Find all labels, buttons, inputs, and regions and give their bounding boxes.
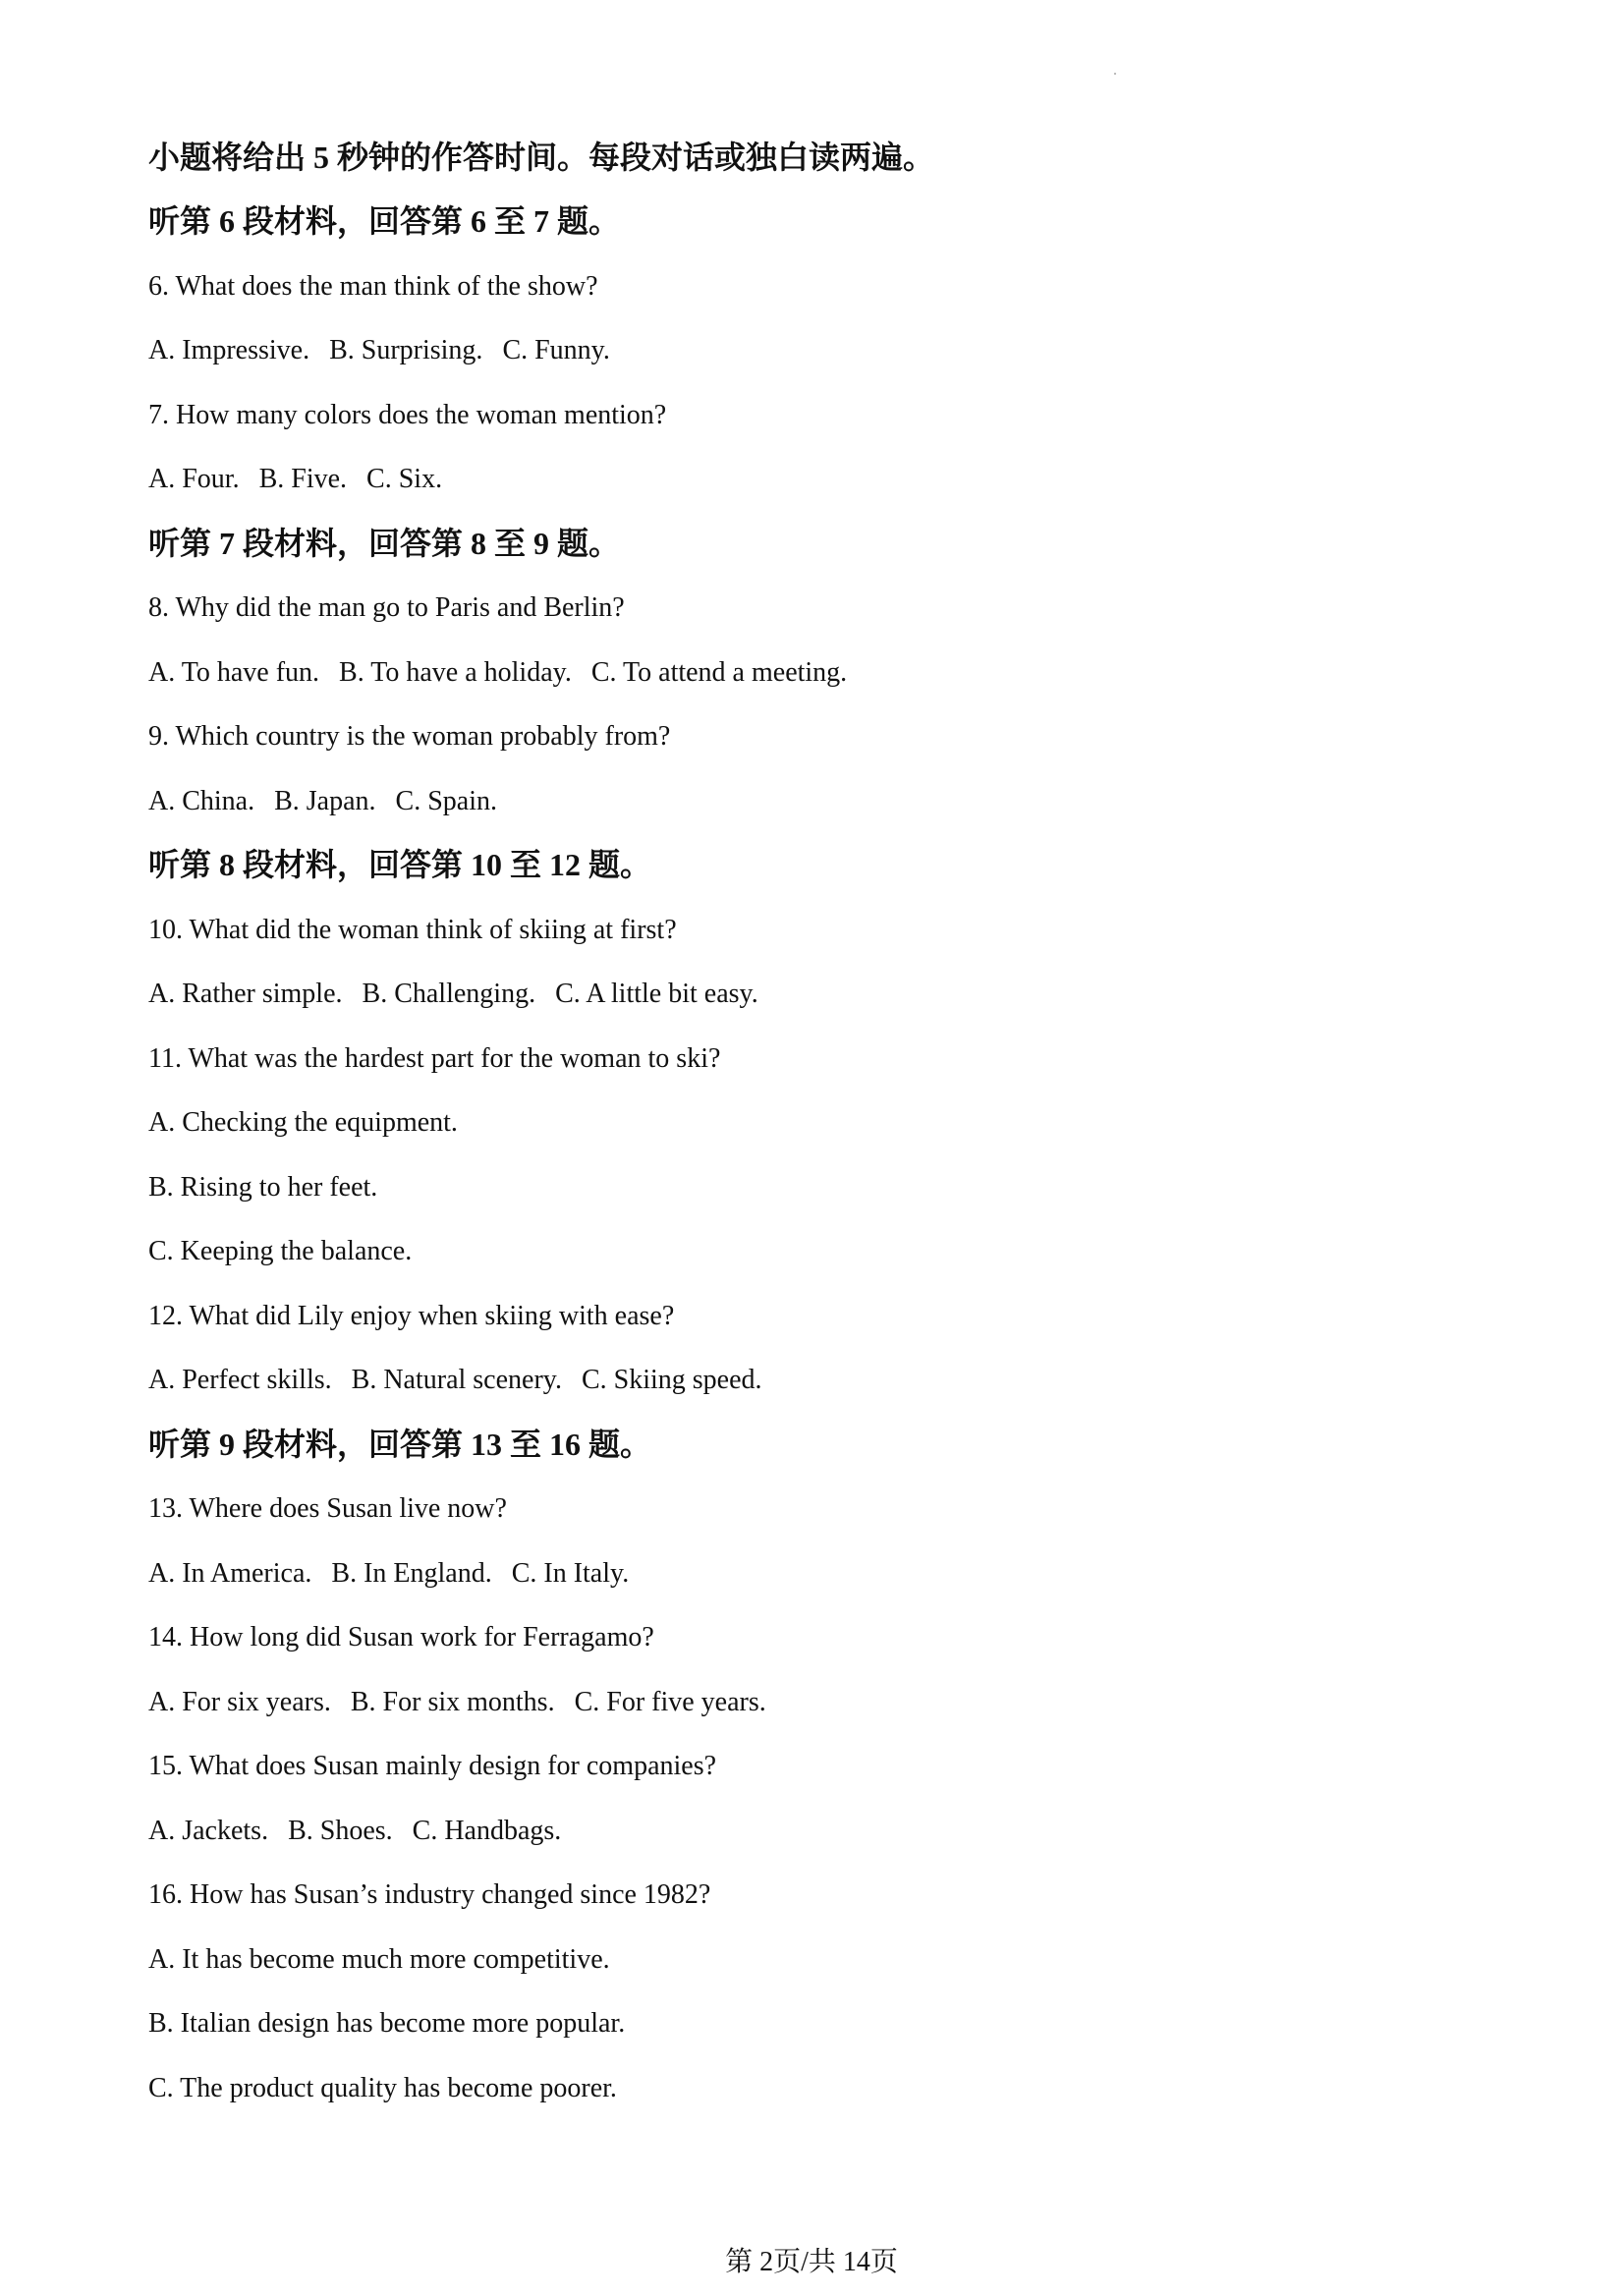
- option-b: B. For six months.: [350, 1687, 555, 1717]
- question-stem: 15. What does Susan mainly design for companies?: [148, 1751, 717, 1781]
- option-c: C. The product quality has become poorer.: [148, 2073, 617, 2103]
- option-a: A. For six years.: [148, 1687, 331, 1717]
- question-options: [148, 1361, 762, 1400]
- option-a: A. It has become much more competitive.: [148, 1944, 610, 1975]
- option-c: C. A little bit easy.: [555, 979, 758, 1009]
- option-a: A. To have fun.: [148, 657, 320, 688]
- question-stem: 16. How has Susan’s industry changed since 1982?: [148, 1879, 711, 1910]
- option-c: C. Handbags.: [412, 1816, 562, 1846]
- scan-speck: [1114, 73, 1116, 75]
- option-c: C. Skiing speed.: [581, 1365, 762, 1395]
- question-stem: 6. What does the man think of the show?: [148, 271, 598, 302]
- option-b: B. Challenging.: [362, 979, 536, 1009]
- section-heading-9: 听第 9 段材料，回答第 13 至 16 题。: [148, 1427, 652, 1462]
- option-a: A. Four.: [148, 464, 240, 494]
- option-b: B. Five.: [258, 464, 348, 494]
- question-options: [148, 460, 442, 499]
- section-heading-7: 听第 7 段材料，回答第 8 至 9 题。: [148, 526, 621, 561]
- option-a: A. Impressive.: [148, 335, 310, 365]
- option-a: A. Perfect skills.: [148, 1365, 332, 1395]
- option-c: C. Keeping the balance.: [148, 1236, 413, 1266]
- option-b: B. Rising to her feet.: [148, 1172, 378, 1203]
- option-b: B. Shoes.: [288, 1816, 393, 1846]
- option-b: B. Surprising.: [329, 335, 483, 365]
- question-options: [148, 1554, 629, 1594]
- question-options: [148, 1683, 766, 1722]
- option-b: B. Italian design has become more popular.: [148, 2008, 626, 2039]
- section-heading-8: 听第 8 段材料，回答第 10 至 12 题。: [148, 847, 652, 882]
- option-b: B. To have a holiday.: [339, 657, 572, 688]
- question-stem: 14. How long did Susan work for Ferragamo?: [148, 1622, 654, 1652]
- option-b: B. Natural scenery.: [351, 1365, 562, 1395]
- question-options: [148, 782, 497, 821]
- question-options: [148, 975, 758, 1014]
- option-c: C. Spain.: [395, 786, 498, 816]
- option-c: C. For five years.: [574, 1687, 766, 1717]
- option-c: C. Six.: [366, 464, 443, 494]
- option-c: C. To attend a meeting.: [590, 657, 848, 688]
- intro-instruction: 小题将给出 5 秒钟的作答时间。每段对话或独白读两遍。: [148, 140, 935, 175]
- question-options: [148, 331, 610, 370]
- option-b: B. Japan.: [274, 786, 376, 816]
- page-number: 第 2页/共 14页: [725, 2247, 898, 2277]
- question-options: [148, 653, 847, 693]
- question-options: [148, 1812, 561, 1851]
- question-stem: 12. What did Lily enjoy when skiing with ease?: [148, 1301, 675, 1331]
- option-a: A. Jackets.: [148, 1816, 269, 1846]
- question-stem: 13. Where does Susan live now?: [148, 1493, 507, 1524]
- option-a: A. Checking the equipment.: [148, 1107, 458, 1138]
- option-a: A. Rather simple.: [148, 979, 343, 1009]
- option-a: A. In America.: [148, 1558, 312, 1589]
- question-stem: 11. What was the hardest part for the woman to ski?: [148, 1043, 721, 1074]
- question-stem: 10. What did the woman think of skiing at first?: [148, 915, 677, 945]
- question-stem: 8. Why did the man go to Paris and Berlin?: [148, 592, 625, 623]
- option-c: C. In Italy.: [511, 1558, 630, 1589]
- question-stem: 9. Which country is the woman probably from?: [148, 721, 671, 752]
- question-stem: 7. How many colors does the woman mention?: [148, 400, 667, 430]
- option-c: C. Funny.: [502, 335, 610, 365]
- option-a: A. China.: [148, 786, 255, 816]
- option-b: B. In England.: [331, 1558, 492, 1589]
- section-heading-6: 听第 6 段材料，回答第 6 至 7 题。: [148, 203, 621, 239]
